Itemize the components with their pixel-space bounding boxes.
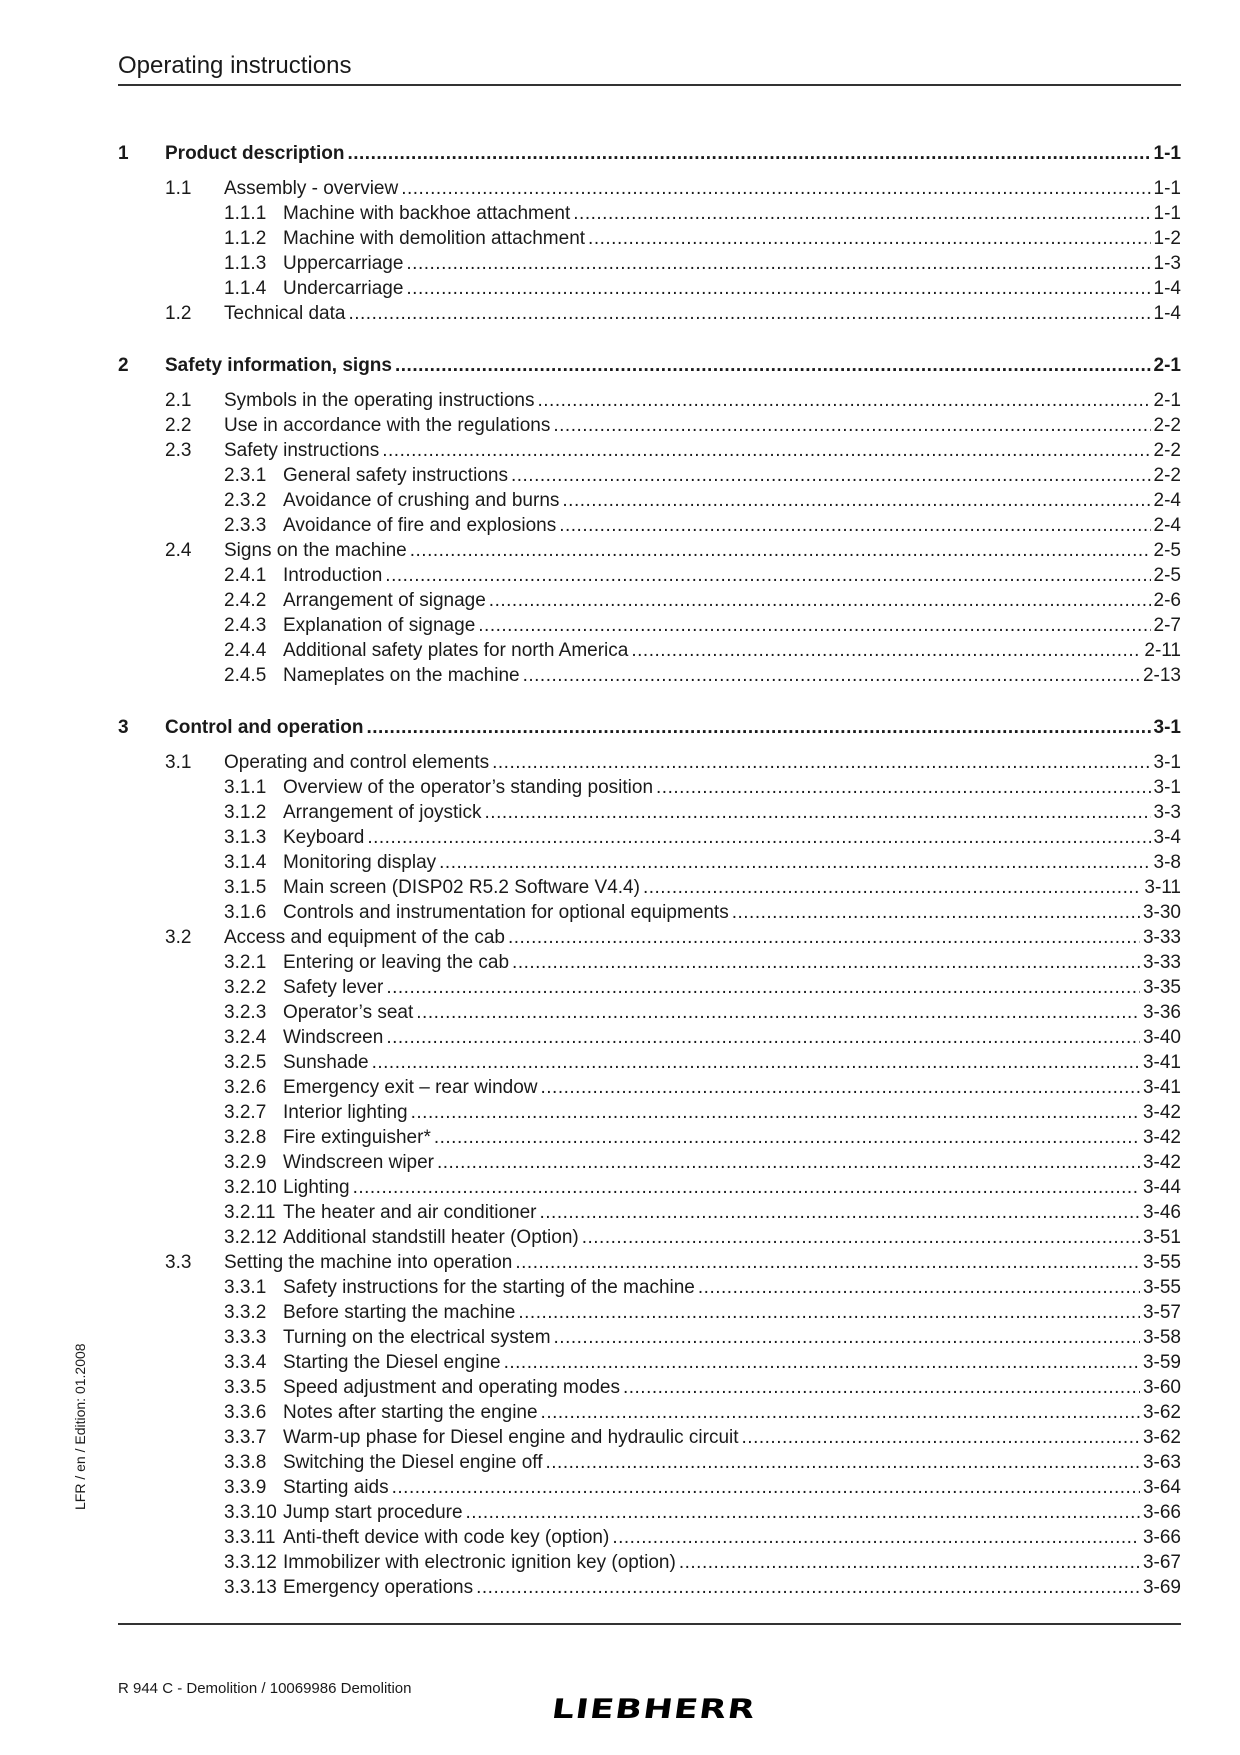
toc-entry-page-number: 2-4 [1153, 490, 1181, 511]
toc-entry-title: Product description [165, 143, 345, 164]
toc-entry-title: Operating and control elements [224, 752, 490, 773]
dot-leader [437, 1150, 1140, 1175]
dot-leader [623, 1375, 1140, 1400]
edition-side-label: LFR / en / Edition: 01.2008 [72, 1343, 88, 1510]
toc-subsection-row[interactable] [118, 1350, 1181, 1375]
dot-leader [511, 463, 1151, 488]
toc-entry-title: Assembly - overview [224, 178, 399, 199]
table-of-contents [118, 140, 1181, 1600]
toc-subsection-row[interactable] [118, 1525, 1181, 1550]
toc-subsection-row[interactable] [118, 513, 1181, 538]
toc-entry-title: Symbols in the operating instructions [224, 390, 535, 411]
toc-entry-page-number: 2-5 [1153, 565, 1181, 586]
toc-entry-number: 3.2.9 [224, 1152, 267, 1173]
toc-entry-title: Keyboard [283, 827, 365, 848]
dot-leader [348, 301, 1150, 326]
dot-leader [631, 638, 1141, 663]
toc-entry-number: 2.4.1 [224, 565, 267, 586]
dot-leader [406, 251, 1150, 276]
liebherr-logo: LIEBHERR [549, 1694, 758, 1725]
toc-entry-number: 3.3.2 [224, 1302, 267, 1323]
toc-entry-title: Lighting [283, 1177, 350, 1198]
toc-entry-number: 3.3.9 [224, 1477, 267, 1498]
dot-leader [416, 1000, 1140, 1025]
toc-entry-title: Undercarriage [283, 278, 404, 299]
toc-entry-title: Introduction [283, 565, 383, 586]
toc-entry-title: Additional safety plates for north America [283, 640, 629, 661]
toc-subsection-row[interactable] [118, 588, 1181, 613]
dot-leader [541, 1075, 1140, 1100]
toc-entry-title: Explanation of signage [283, 615, 476, 636]
toc-section-row[interactable] [118, 438, 1181, 463]
toc-entry-title: Switching the Diesel engine off [283, 1452, 543, 1473]
dot-leader [466, 1500, 1140, 1525]
toc-entry-page-number: 3-59 [1142, 1352, 1181, 1373]
toc-entry-number: 1.1.2 [224, 228, 267, 249]
toc-entry-title: Notes after starting the engine [283, 1402, 538, 1423]
toc-entry-title: Speed adjustment and operating modes [283, 1377, 620, 1398]
dot-leader [656, 775, 1151, 800]
dot-leader [392, 1475, 1140, 1500]
toc-entry-page-number: 3-62 [1142, 1427, 1181, 1448]
header-divider [118, 84, 1181, 86]
toc-entry-page-number: 3-1 [1153, 777, 1181, 798]
toc-entry-title: Sunshade [283, 1052, 369, 1073]
toc-section-row[interactable] [118, 538, 1181, 563]
toc-entry-title: Uppercarriage [283, 253, 404, 274]
dot-leader [643, 875, 1141, 900]
toc-subsection-row[interactable] [118, 1175, 1181, 1200]
toc-entry-title: Main screen (DISP02 R5.2 Software V4.4) [283, 877, 640, 898]
toc-section-row[interactable] [118, 925, 1181, 950]
toc-entry-title: Overview of the operator’s standing position [283, 777, 654, 798]
toc-subsection-row[interactable] [118, 226, 1181, 251]
toc-entry-page-number: 3-8 [1153, 852, 1181, 873]
toc-entry-number: 3.3.1 [224, 1277, 267, 1298]
dot-leader [545, 1450, 1139, 1475]
toc-subsection-row[interactable] [118, 1025, 1181, 1050]
toc-entry-page-number: 3-41 [1142, 1077, 1181, 1098]
toc-entry-number: 3.3.5 [224, 1377, 267, 1398]
toc-entry-title: Arrangement of joystick [283, 802, 482, 823]
toc-subsection-row[interactable] [118, 638, 1181, 663]
dot-leader [515, 1250, 1140, 1275]
dot-leader [582, 1225, 1140, 1250]
toc-entry-page-number: 3-30 [1142, 902, 1181, 923]
toc-entry-page-number: 3-66 [1142, 1527, 1181, 1548]
toc-entry-number: 3.1.2 [224, 802, 267, 823]
dot-leader [439, 850, 1150, 875]
toc-subsection-row[interactable] [118, 1400, 1181, 1425]
toc-entry-page-number: 3-66 [1142, 1502, 1181, 1523]
toc-subsection-row[interactable] [118, 1375, 1181, 1400]
toc-entry-page-number: 3-40 [1142, 1027, 1181, 1048]
dot-leader [559, 513, 1150, 538]
toc-entry-number: 2.4 [165, 540, 192, 561]
toc-entry-page-number: 1-4 [1153, 303, 1181, 324]
toc-entry-page-number: 3-55 [1142, 1252, 1181, 1273]
toc-entry-number: 2.3.1 [224, 465, 267, 486]
footer-document-id: R 944 C - Demolition / 10069986 Demolition [118, 1680, 412, 1697]
toc-entry-title: Control and operation [165, 717, 364, 738]
toc-entry-page-number: 3-4 [1153, 827, 1181, 848]
toc-subsection-row[interactable] [118, 1575, 1181, 1600]
toc-entry-title: Emergency exit – rear window [283, 1077, 538, 1098]
toc-entry-page-number: 1-4 [1153, 278, 1181, 299]
dot-leader [434, 1125, 1140, 1150]
toc-entry-title: Safety information, signs [165, 355, 392, 376]
toc-subsection-row[interactable] [118, 1450, 1181, 1475]
toc-entry-page-number: 3-63 [1142, 1452, 1181, 1473]
toc-entry-title: Nameplates on the machine [283, 665, 520, 686]
toc-entry-number: 2.1 [165, 390, 192, 411]
toc-entry-title: Emergency operations [283, 1577, 474, 1598]
dot-leader [476, 1575, 1140, 1600]
dot-leader [573, 201, 1150, 226]
toc-subsection-row[interactable] [118, 1225, 1181, 1250]
toc-entry-number: 1.1.3 [224, 253, 267, 274]
toc-entry-page-number: 3-35 [1142, 977, 1181, 998]
dot-leader [478, 613, 1150, 638]
toc-entry-page-number: 3-33 [1142, 927, 1181, 948]
dot-leader [553, 413, 1150, 438]
dot-leader [395, 352, 1151, 380]
toc-entry-title: Fire extinguisher* [283, 1127, 431, 1148]
dot-leader [401, 176, 1150, 201]
toc-chapter-row[interactable] [118, 140, 1181, 168]
toc-subsection-row[interactable] [118, 1100, 1181, 1125]
toc-entry-number: 3.2.2 [224, 977, 267, 998]
toc-entry-number: 3.3.8 [224, 1452, 267, 1473]
toc-entry-number: 1.1 [165, 178, 192, 199]
toc-entry-page-number: 3-1 [1153, 752, 1181, 773]
toc-entry-number: 1.1.1 [224, 203, 267, 224]
toc-entry-title: General safety instructions [283, 465, 508, 486]
toc-entry-number: 3.1.3 [224, 827, 267, 848]
dot-leader [518, 1300, 1140, 1325]
toc-subsection-row[interactable] [118, 1300, 1181, 1325]
toc-subsection-row[interactable] [118, 950, 1181, 975]
toc-subsection-row[interactable] [118, 1275, 1181, 1300]
toc-entry-page-number: 2-6 [1153, 590, 1181, 611]
toc-entry-number: 2.2 [165, 415, 192, 436]
toc-entry-number: 3.2.8 [224, 1127, 267, 1148]
toc-entry-title: Controls and instrumentation for optional equipments [283, 902, 729, 923]
dot-leader [512, 950, 1140, 975]
toc-entry-number: 3.2.4 [224, 1027, 267, 1048]
toc-entry-page-number: 2-2 [1153, 415, 1181, 436]
toc-section-row[interactable] [118, 750, 1181, 775]
toc-subsection-row[interactable] [118, 1125, 1181, 1150]
toc-entry-page-number: 2-11 [1144, 640, 1181, 661]
toc-entry-page-number: 1-1 [1153, 203, 1181, 224]
toc-entry-page-number: 2-2 [1153, 465, 1181, 486]
toc-entry-number: 3.1.1 [224, 777, 267, 798]
toc-entry-number: 2.3 [165, 440, 192, 461]
dot-leader [382, 438, 1150, 463]
toc-entry-number: 2.3.2 [224, 490, 267, 511]
toc-section-row[interactable] [118, 176, 1181, 201]
toc-subsection-row[interactable] [118, 825, 1181, 850]
toc-subsection-row[interactable] [118, 1050, 1181, 1075]
toc-entry-page-number: 3-44 [1142, 1177, 1181, 1198]
toc-subsection-row[interactable] [118, 1475, 1181, 1500]
toc-subsection-row[interactable] [118, 1550, 1181, 1575]
dot-leader [540, 1200, 1140, 1225]
page-header-title: Operating instructions [118, 52, 352, 79]
dot-leader [372, 1050, 1140, 1075]
toc-subsection-row[interactable] [118, 563, 1181, 588]
toc-entry-number: 3.3.6 [224, 1402, 267, 1423]
dot-leader [386, 1025, 1140, 1050]
toc-entry-number: 3.2.10 [224, 1177, 277, 1198]
toc-entry-page-number: 3-46 [1142, 1202, 1181, 1223]
dot-leader [353, 1175, 1140, 1200]
toc-entry-page-number: 2-4 [1153, 515, 1181, 536]
toc-entry-title: Anti-theft device with code key (option) [283, 1527, 610, 1548]
toc-chapter-row[interactable] [118, 714, 1181, 742]
dot-leader [367, 825, 1150, 850]
dot-leader [386, 975, 1140, 1000]
toc-entry-title: The heater and air conditioner [283, 1202, 537, 1223]
dot-leader [732, 900, 1140, 925]
toc-subsection-row[interactable] [118, 775, 1181, 800]
toc-subsection-row[interactable] [118, 663, 1181, 688]
toc-section-row[interactable] [118, 301, 1181, 326]
toc-entry-number: 3.3.3 [224, 1327, 267, 1348]
toc-subsection-row[interactable] [118, 1075, 1181, 1100]
toc-entry-page-number: 1-1 [1153, 178, 1181, 199]
toc-subsection-row[interactable] [118, 1425, 1181, 1450]
toc-subsection-row[interactable] [118, 1325, 1181, 1350]
toc-entry-title: Jump start procedure [283, 1502, 463, 1523]
toc-entry-page-number: 3-55 [1142, 1277, 1181, 1298]
dot-leader [411, 1100, 1140, 1125]
toc-subsection-row[interactable] [118, 975, 1181, 1000]
toc-entry-page-number: 3-42 [1142, 1152, 1181, 1173]
dot-leader [538, 388, 1151, 413]
toc-entry-title: Use in accordance with the regulations [224, 415, 551, 436]
toc-entry-number: 3.2.1 [224, 952, 267, 973]
toc-section-row[interactable] [118, 413, 1181, 438]
toc-subsection-row[interactable] [118, 463, 1181, 488]
toc-entry-title: Setting the machine into operation [224, 1252, 513, 1273]
toc-entry-page-number: 1-1 [1153, 143, 1181, 164]
toc-subsection-row[interactable] [118, 488, 1181, 513]
toc-entry-page-number: 3-57 [1142, 1302, 1181, 1323]
toc-entry-page-number: 3-36 [1142, 1002, 1181, 1023]
dot-leader [742, 1425, 1140, 1450]
toc-entry-page-number: 3-1 [1153, 717, 1181, 738]
dot-leader [347, 140, 1150, 168]
toc-entry-number: 3 [118, 717, 129, 738]
toc-entry-page-number: 2-13 [1142, 665, 1181, 686]
toc-entry-page-number: 3-60 [1142, 1377, 1181, 1398]
toc-entry-number: 3.3.11 [224, 1527, 276, 1548]
toc-entry-title: Technical data [224, 303, 346, 324]
toc-entry-number: 3.2.3 [224, 1002, 267, 1023]
toc-entry-title: Access and equipment of the cab [224, 927, 505, 948]
toc-subsection-row[interactable] [118, 1200, 1181, 1225]
toc-entry-number: 3.2.6 [224, 1077, 267, 1098]
toc-entry-page-number: 3-42 [1142, 1127, 1181, 1148]
toc-entry-number: 3.2 [165, 927, 192, 948]
toc-subsection-row[interactable] [118, 613, 1181, 638]
toc-entry-page-number: 3-11 [1144, 877, 1181, 898]
toc-entry-number: 3.2.11 [224, 1202, 276, 1223]
toc-entry-number: 1.1.4 [224, 278, 267, 299]
toc-entry-page-number: 3-42 [1142, 1102, 1181, 1123]
toc-entry-title: Operator’s seat [283, 1002, 414, 1023]
toc-entry-page-number: 3-62 [1142, 1402, 1181, 1423]
toc-entry-number: 2.4.3 [224, 615, 267, 636]
toc-entry-number: 3.3.10 [224, 1502, 277, 1523]
toc-entry-page-number: 3-69 [1142, 1577, 1181, 1598]
toc-entry-title: Machine with demolition attachment [283, 228, 586, 249]
toc-subsection-row[interactable] [118, 875, 1181, 900]
dot-leader [562, 488, 1150, 513]
toc-entry-title: Entering or leaving the cab [283, 952, 510, 973]
toc-subsection-row[interactable] [118, 276, 1181, 301]
toc-entry-title: Windscreen wiper [283, 1152, 434, 1173]
toc-chapter-row[interactable] [118, 352, 1181, 380]
toc-entry-title: Immobilizer with electronic ignition key (option) [283, 1552, 676, 1573]
dot-leader [385, 563, 1150, 588]
toc-entry-title: Safety instructions for the starting of the machine [283, 1277, 695, 1298]
toc-entry-number: 2.4.5 [224, 665, 267, 686]
dot-leader [406, 276, 1150, 301]
toc-entry-number: 3.1.6 [224, 902, 267, 923]
toc-entry-page-number: 2-2 [1153, 440, 1181, 461]
toc-entry-title: Signs on the machine [224, 540, 407, 561]
dot-leader [504, 1350, 1140, 1375]
toc-entry-number: 1 [118, 143, 129, 164]
toc-entry-number: 2.4.4 [224, 640, 267, 661]
toc-entry-title: Windscreen [283, 1027, 384, 1048]
toc-entry-number: 3.3.7 [224, 1427, 267, 1448]
toc-entry-page-number: 2-7 [1153, 615, 1181, 636]
dot-leader [508, 925, 1140, 950]
toc-entry-number: 2 [118, 355, 129, 376]
dot-leader [485, 800, 1151, 825]
footer-divider [118, 1623, 1181, 1625]
toc-entry-title: Avoidance of crushing and burns [283, 490, 560, 511]
toc-subsection-row[interactable] [118, 251, 1181, 276]
dot-leader [541, 1400, 1140, 1425]
toc-entry-number: 3.1.4 [224, 852, 267, 873]
toc-entry-number: 3.2.5 [224, 1052, 267, 1073]
toc-entry-page-number: 1-3 [1153, 253, 1181, 274]
dot-leader [489, 588, 1151, 613]
toc-entry-title: Turning on the electrical system [283, 1327, 551, 1348]
toc-entry-number: 3.3.12 [224, 1552, 277, 1573]
toc-entry-title: Machine with backhoe attachment [283, 203, 571, 224]
dot-leader [523, 663, 1140, 688]
toc-subsection-row[interactable] [118, 1000, 1181, 1025]
dot-leader [492, 750, 1150, 775]
toc-entry-page-number: 2-1 [1153, 355, 1181, 376]
toc-entry-page-number: 2-5 [1153, 540, 1181, 561]
toc-section-row[interactable] [118, 388, 1181, 413]
toc-entry-title: Additional standstill heater (Option) [283, 1227, 579, 1248]
toc-entry-number: 3.1.5 [224, 877, 267, 898]
toc-entry-page-number: 3-33 [1142, 952, 1181, 973]
toc-entry-page-number: 3-3 [1153, 802, 1181, 823]
toc-entry-number: 3.2.7 [224, 1102, 267, 1123]
toc-entry-title: Warm-up phase for Diesel engine and hydraulic circuit [283, 1427, 739, 1448]
toc-entry-page-number: 3-41 [1142, 1052, 1181, 1073]
toc-entry-title: Safety lever [283, 977, 384, 998]
toc-subsection-row[interactable] [118, 850, 1181, 875]
toc-subsection-row[interactable] [118, 201, 1181, 226]
dot-leader [554, 1325, 1140, 1350]
dot-leader [366, 714, 1150, 742]
toc-section-row[interactable] [118, 1250, 1181, 1275]
toc-entry-page-number: 3-64 [1142, 1477, 1181, 1498]
toc-subsection-row[interactable] [118, 900, 1181, 925]
toc-entry-number: 3.2.12 [224, 1227, 277, 1248]
toc-entry-title: Interior lighting [283, 1102, 408, 1123]
dot-leader [410, 538, 1151, 563]
toc-entry-title: Before starting the machine [283, 1302, 516, 1323]
toc-entry-title: Starting aids [283, 1477, 389, 1498]
toc-entry-page-number: 1-2 [1153, 228, 1181, 249]
dot-leader [612, 1525, 1140, 1550]
toc-entry-number: 3.3.4 [224, 1352, 267, 1373]
toc-entry-page-number: 3-51 [1142, 1227, 1181, 1248]
toc-entry-number: 3.3 [165, 1252, 192, 1273]
dot-leader [588, 226, 1150, 251]
toc-entry-title: Monitoring display [283, 852, 437, 873]
toc-subsection-row[interactable] [118, 800, 1181, 825]
toc-entry-number: 1.2 [165, 303, 192, 324]
toc-entry-title: Starting the Diesel engine [283, 1352, 501, 1373]
toc-entry-number: 2.3.3 [224, 515, 267, 536]
toc-entry-number: 3.3.13 [224, 1577, 277, 1598]
toc-subsection-row[interactable] [118, 1150, 1181, 1175]
dot-leader [698, 1275, 1140, 1300]
toc-entry-number: 3.1 [165, 752, 192, 773]
toc-entry-title: Avoidance of fire and explosions [283, 515, 557, 536]
toc-entry-page-number: 3-67 [1142, 1552, 1181, 1573]
toc-subsection-row[interactable] [118, 1500, 1181, 1525]
dot-leader [679, 1550, 1140, 1575]
toc-entry-page-number: 2-1 [1153, 390, 1181, 411]
toc-entry-title: Safety instructions [224, 440, 380, 461]
toc-entry-number: 2.4.2 [224, 590, 267, 611]
toc-entry-title: Arrangement of signage [283, 590, 486, 611]
toc-entry-page-number: 3-58 [1142, 1327, 1181, 1348]
